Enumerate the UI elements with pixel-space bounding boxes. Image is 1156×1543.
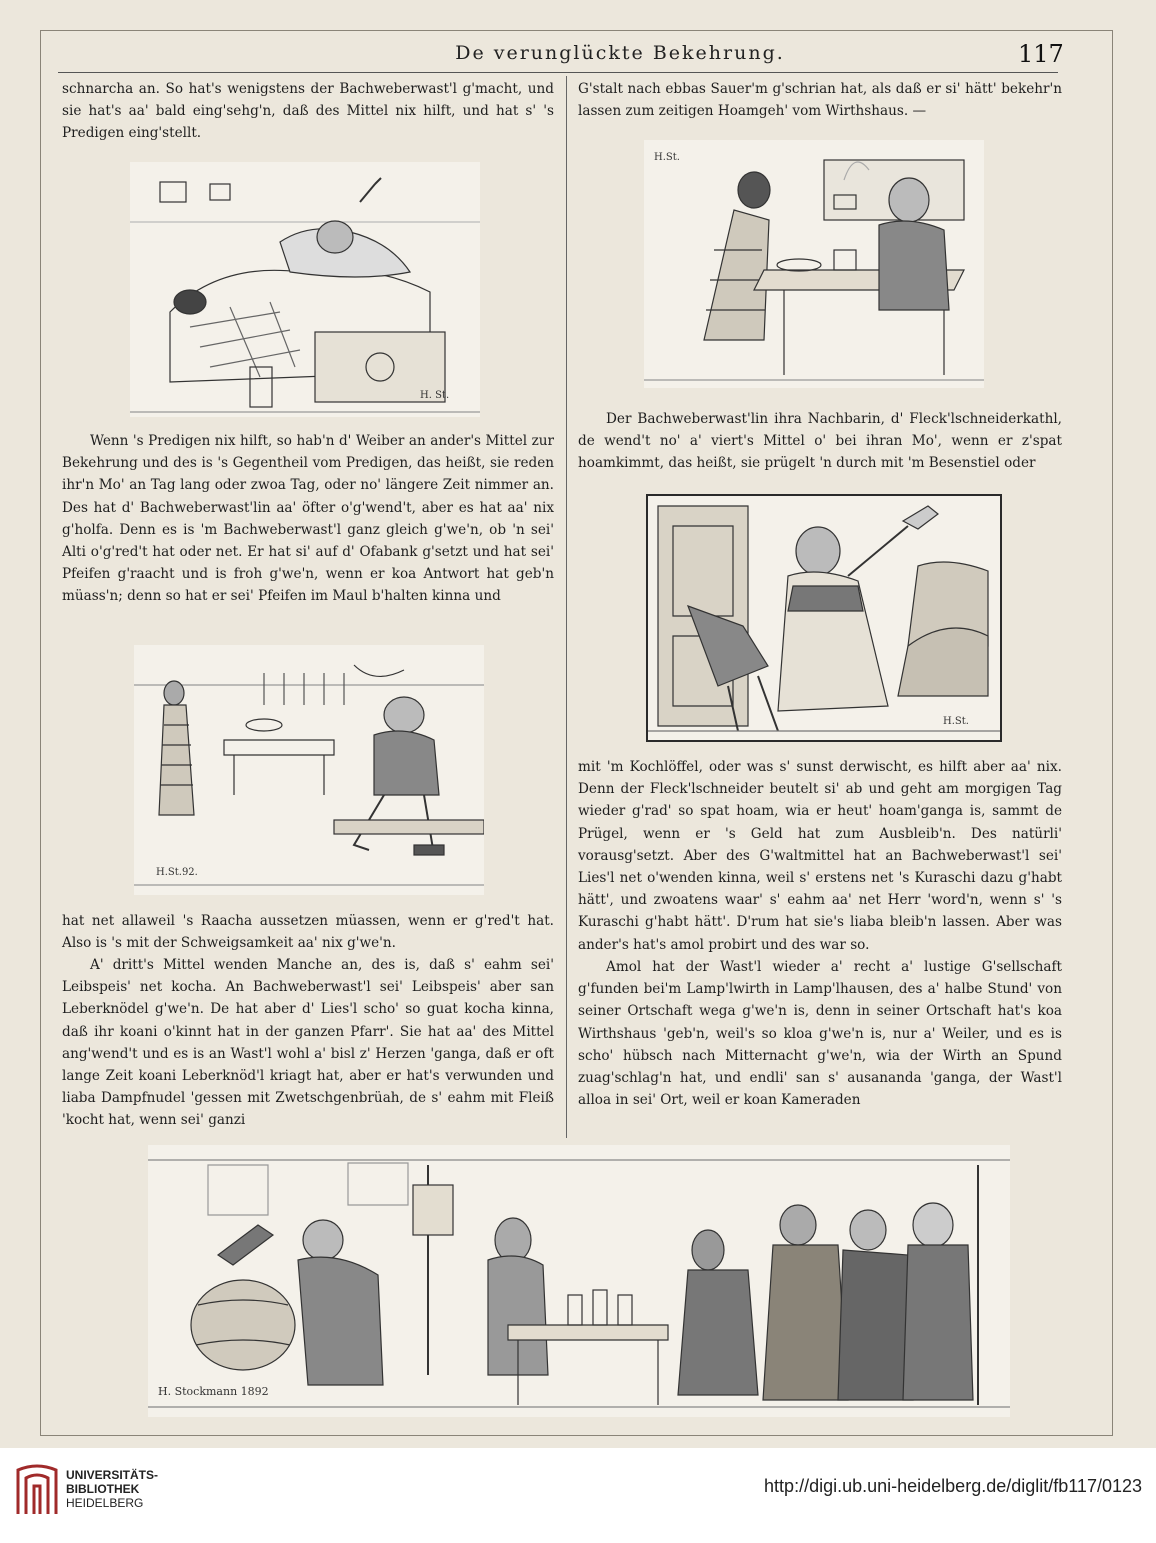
broom-scene-drawing [648,496,1000,740]
right-paragraph-4: Amol hat der Wast'l wieder a' recht a' lustige G'sellschaft g'funden bei'm Lamp'lwirth in Lamp'lhausen, des a' halbe Stund' von seiner Ortschaft wega g'we'n is, denn in seiner Ortschaft hat's koa Wirthshaus 'geb'n, weil's so kloa g'we'n is, nur a' Weiler, und es is scho' hübsch nach Mitternacht g'we'n, wia der Wirth an Spund zuag'schlag'n hat, und endli' san s' ausananda 'ganga, der Wast'l alloa in sei' Ort, weil er koan Kameraden [578,959,1062,1109]
running-title: De verunglückte Bekehrung. [455,42,785,64]
right-paragraph-2: Der Bachweberwast'lin ihra Nachbarin, d' Fleck'lschneiderkathl, de wend't no' a' viert's Mittel o' bei ihran Mo', wenn er z'spat hoamkimmt, das heißt, sie prügelt 'n durch mit 'm Besenstiel oder [578,411,1062,472]
library-name-line-2: BIBLIOTHEK [66,1482,140,1496]
library-name-line-3: HEIDELBERG [66,1496,144,1510]
library-name [66,1468,158,1510]
header-rule [58,72,1058,73]
illustration-broom [646,494,1002,742]
kitchen-signature: H.St. [654,152,680,163]
column-divider [566,76,567,1138]
bench-scene-drawing [134,645,484,895]
illustration-tavern [148,1145,1010,1417]
left-paragraph-2: Wenn 's Predigen nix hilft, so hab'n d' Weiber an ander's Mittel zur Bekehrung und des is 's Gegentheil vom Predigen, das heißt, sie reden ihr'n Mo' an Tag lang oder zwoa Tag, oder no' längere Zeit nimmer an. Des hat d' Bachweberwast'lin aa' öfter o'g'wend't, aber es hat aa' nix g'holfa. Denn es is 'm Bachweberwast'l ganz gleich g'we'n, ob 'n sei' Alti o'g'red't hat oder net. Er hat si' auf d' Ofabank g'setzt und hat sei' Pfeifen g'raacht und is froh g'we'n, wenn er koa Antwort hat geb'n müass'n; denn so hat er sei' Pfeifen im Maul b'halten kinna und [62,433,554,605]
left-paragraph-3: hat net allaweil 's Raacha aussetzen müassen, wenn er g'red't hat. Also is 's mit der Schweigsamkeit aa' nix g'we'n. [62,913,554,952]
right-paragraph-3: mit 'm Kochlöffel, oder was s' sunst derwischt, es hilft aber aa' nix. Denn der Fleck'lschneider beutelt si' ab und geht am morgigen Tag wieder g'rad' so spat hoam, wia er heut' hoam'ganga is, sammt de Prügel, wenn er 's Geld hat zum Ausbleib'n. Des natürli' vorausg'setzt. Aber des G'waltmittel hat an Bachweberwast'l sei' Lies'l net o'wenden kinna, weil s' erstens net 's Kuraschi dazu g'habt hätt', und zwoatens waar' s' eahm aa' net Herr 'word'n, wenn s' 's Kuraschi g'habt hätt'. D'rum hat sie's liaba bleib'n lassen. Aber was ander's hat's amol probirt und des war so. [578,759,1062,953]
broom-signature: H.St. [943,716,969,727]
illustration-kitchen [644,140,984,388]
illustration-bench [134,645,484,895]
kitchen-scene-drawing [644,140,984,388]
digitisation-footer [0,1448,1156,1543]
bench-signature: H.St.92. [156,867,198,878]
left-paragraph-4: A' dritt's Mittel wenden Manche an, des is, daß s' eahm sei' Leibspeis' net kocha. An Bachweberwast'l sei' Leibspeis' aber san Leberknödel g'we'n. De hat aber d' Lies'l scho' so guat kocha kinna, daß ihr koani o'kinnt hat in der ganzen Pfarr'. Sie hat aa' des Mittel ang'wend't und es is an Wast'l wohl a' bisl z' Herzen 'ganga, daß er oft lange Zeit koani Leberknöd'l kriagt hat, aber er hat's verwunden und liaba Dampfnudel 'gessen mit Zwetschgenbrüah, de s' eahm mit Fleiß 'kocht hat, wenn sei' ganzi [62,957,554,1129]
left-paragraph-1: schnarcha an. So hat's wenigstens der Bachweberwast'l g'macht, und sie hat's aa' bald eing'sehg'n, daß des Mittel nix hilft, und hat s' 's Predigen eing'stellt. [62,81,554,142]
bed-scene-drawing [130,162,480,417]
illustration-bed [130,162,480,417]
bed-signature: H. St. [420,390,450,401]
source-url-link[interactable]: http://digi.ub.uni-heidelberg.de/diglit/fb117/0123 [764,1476,1142,1496]
library-name-line-1: UNIVERSITÄTS- [66,1468,159,1482]
tavern-signature: H. Stockmann 1892 [158,1385,269,1398]
page-number: 117 [1018,40,1064,68]
library-logo-icon [14,1462,60,1518]
tavern-scene-drawing [148,1145,1010,1417]
right-paragraph-1: G'stalt nach ebbas Sauer'm g'schrian hat, als daß er si' hätt' bekehr'n lassen zum zeitigen Hoamgeh' vom Wirthshaus. — [578,81,1062,120]
